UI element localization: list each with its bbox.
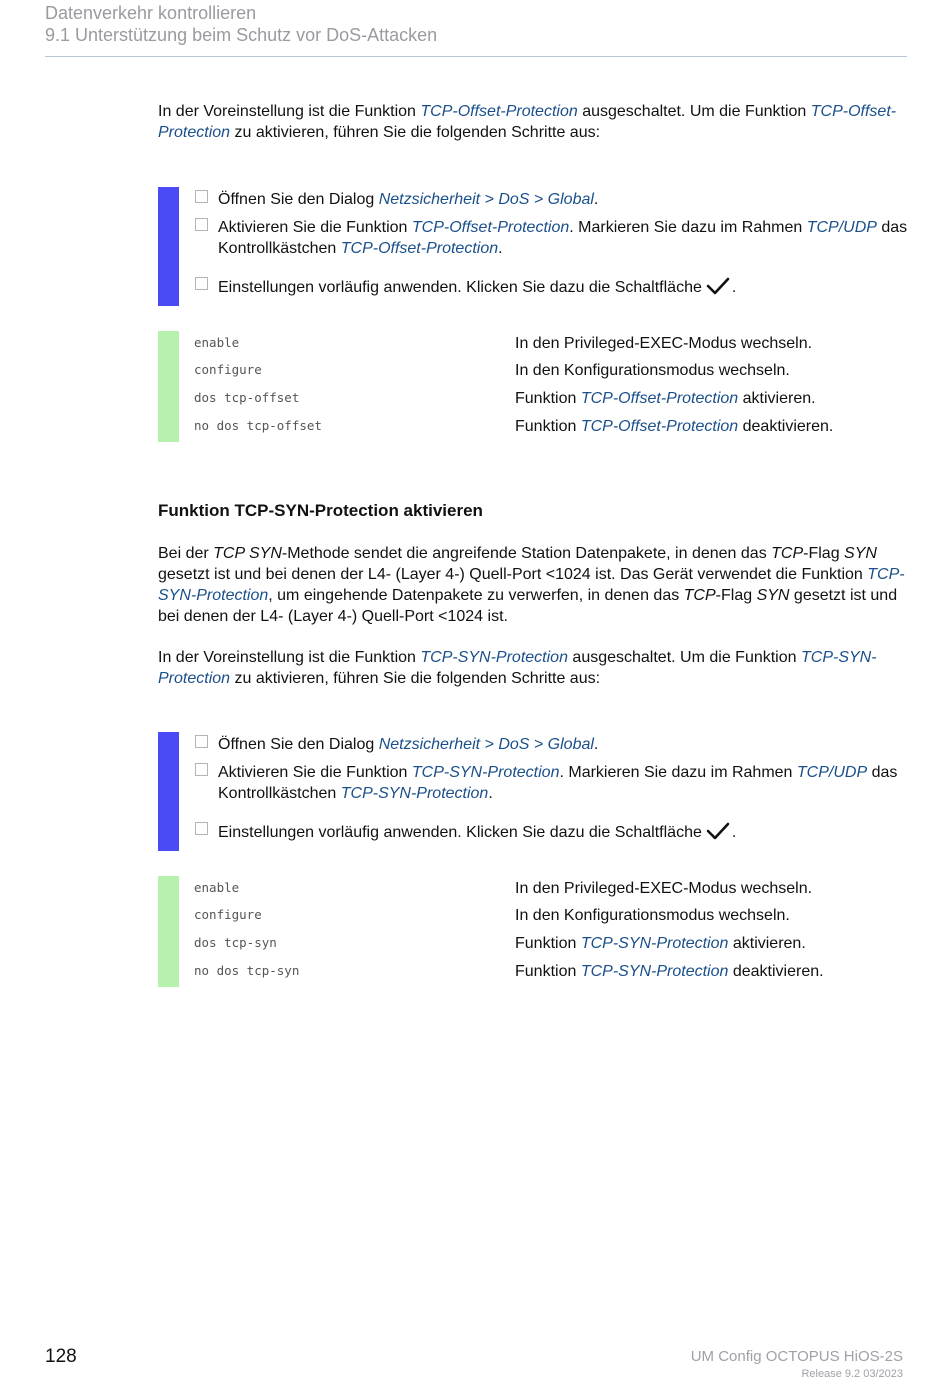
checkmark-icon [706, 276, 730, 296]
cli-description [515, 334, 812, 354]
text: Funktion [515, 418, 581, 435]
italic-term: TCP SYN [213, 545, 282, 562]
text: das Kontrollkästchen [218, 219, 908, 257]
cli-command: configure [194, 907, 262, 922]
running-header [45, 2, 905, 46]
checkbox-name: TCP-SYN-Protection [340, 785, 489, 802]
text: In den Konfigurationsmodus wechseln. [515, 907, 790, 924]
checkbox-square-icon [195, 218, 208, 231]
cli-description [515, 879, 812, 899]
text: . [593, 191, 599, 208]
cli-command: enable [194, 880, 240, 895]
cli-block-marker-bar [158, 876, 179, 987]
text: Funktion [515, 390, 581, 407]
text: Funktion [515, 963, 581, 980]
function-name: TCP-Offset-Protection [580, 418, 739, 435]
cli-command: no dos tcp-syn [194, 963, 300, 978]
italic-term: SYN [756, 587, 790, 604]
text: aktivieren. [728, 935, 806, 952]
frame-name: TCP/UDP [806, 219, 877, 236]
text: -Methode sendet die angreifende Station Datenpakete, in denen das [281, 545, 772, 562]
text: In der Voreinstellung ist die Funktion [158, 649, 421, 666]
intro-paragraph-offset [158, 101, 908, 143]
manual-title: UM Config OCTOPUS HiOS-2S [690, 1348, 903, 1365]
text: gesetzt ist und bei denen der L4- (Layer 4-) Quell-Port <1024 ist. [158, 587, 898, 625]
text: . [488, 785, 493, 802]
page-number: 128 [45, 1346, 77, 1367]
text: . [498, 240, 503, 257]
frame-name: TCP/UDP [796, 764, 868, 781]
text: . Markieren Sie dazu im Rahmen [559, 764, 797, 781]
function-name: TCP-SYN-Protection [420, 649, 568, 666]
text: zu aktivieren, führen Sie die folgenden Schritte aus: [230, 124, 601, 141]
gui-steps-marker-bar [158, 187, 179, 306]
step-apply-settings [195, 821, 905, 842]
text: . Markieren Sie dazu im Rahmen [569, 219, 807, 236]
italic-term: TCP [771, 545, 804, 562]
cli-description [515, 417, 833, 437]
italic-term: SYN [844, 545, 877, 562]
dialog-path: Netzsicherheit > DoS > Global [378, 191, 594, 208]
text: Öffnen Sie den Dialog [218, 736, 379, 753]
cli-description [515, 934, 806, 954]
cli-command: enable [194, 335, 240, 350]
text: Bei der [158, 545, 214, 562]
cli-description [515, 361, 790, 381]
text: Einstellungen vorläufig anwenden. Klicken Sie dazu die Schaltfläche [218, 279, 702, 296]
text: . [593, 736, 599, 753]
text: deaktivieren. [738, 418, 834, 435]
text: In den Konfigurationsmodus wechseln. [515, 362, 790, 379]
text: Einstellungen vorläufig anwenden. Klicken Sie dazu die Schaltfläche [218, 824, 702, 841]
section-title: 9.1 Unterstützung beim Schutz vor DoS-Attacken [45, 25, 438, 45]
text: Funktion [515, 935, 581, 952]
step-activate-function [195, 762, 905, 802]
text: ausgeschaltet. Um die Funktion [567, 649, 801, 666]
text: zu aktivieren, führen Sie die folgenden Schritte aus: [230, 670, 601, 687]
checkbox-square-icon [195, 822, 208, 835]
text: gesetzt ist und bei denen der L4- (Layer 4-) Quell-Port <1024 ist. Das Gerät verwendet die Funktion [158, 566, 868, 583]
step-activate-function [195, 217, 908, 257]
function-name: TCP-SYN-Protection [158, 566, 905, 604]
checkbox-name: TCP-Offset-Protection [340, 240, 499, 257]
cli-command: dos tcp-offset [194, 390, 300, 405]
text: aktivieren. [738, 390, 816, 407]
text: -Flag [715, 587, 757, 604]
text: Aktivieren Sie die Funktion [218, 764, 412, 781]
checkbox-square-icon [195, 277, 208, 290]
function-name: TCP-Offset-Protection [158, 103, 897, 141]
checkbox-square-icon [195, 190, 208, 203]
step-open-dialog [195, 734, 905, 755]
header-divider [45, 56, 907, 57]
cli-command: dos tcp-syn [194, 935, 277, 950]
text: deaktivieren. [728, 963, 824, 980]
gui-steps-marker-bar [158, 732, 179, 851]
cli-description [515, 962, 824, 982]
syn-method-paragraph [158, 543, 908, 627]
function-name: TCP-SYN-Protection [580, 963, 729, 980]
function-name: TCP-SYN-Protection [580, 935, 729, 952]
cli-block-marker-bar [158, 331, 179, 442]
checkmark-icon [706, 821, 730, 841]
chapter-title: Datenverkehr kontrollieren [45, 3, 257, 23]
text: . [731, 824, 737, 841]
checkbox-square-icon [195, 735, 208, 748]
section-heading: Funktion TCP-SYN-Protection aktivieren [158, 501, 483, 520]
italic-term: TCP [683, 587, 716, 604]
function-name: TCP-SYN-Protection [411, 764, 560, 781]
text: , um eingehende Datenpakete zu verwerfen, in denen das [268, 587, 684, 604]
text: . [731, 279, 737, 296]
text: In der Voreinstellung ist die Funktion [158, 103, 421, 120]
text: In den Privileged-EXEC-Modus wechseln. [515, 335, 813, 352]
text: In den Privileged-EXEC-Modus wechseln. [515, 880, 813, 897]
text: das Kontrollkästchen [218, 764, 898, 802]
cli-command: no dos tcp-offset [194, 418, 322, 433]
text: Öffnen Sie den Dialog [218, 191, 379, 208]
step-apply-settings [195, 276, 905, 297]
cli-description [515, 389, 816, 409]
intro-paragraph-syn [158, 647, 908, 689]
release-info: Release 9.2 03/2023 [801, 1368, 903, 1380]
checkbox-square-icon [195, 763, 208, 776]
cli-description [515, 906, 790, 926]
step-open-dialog [195, 189, 905, 210]
function-name: TCP-Offset-Protection [420, 103, 578, 120]
dialog-path: Netzsicherheit > DoS > Global [378, 736, 594, 753]
text: -Flag [803, 545, 845, 562]
function-name: TCP-SYN-Protection [158, 649, 877, 687]
function-name: TCP-Offset-Protection [411, 219, 570, 236]
function-name: TCP-Offset-Protection [580, 390, 739, 407]
text: ausgeschaltet. Um die Funktion [577, 103, 811, 120]
cli-command: configure [194, 362, 262, 377]
text: Aktivieren Sie die Funktion [218, 219, 412, 236]
